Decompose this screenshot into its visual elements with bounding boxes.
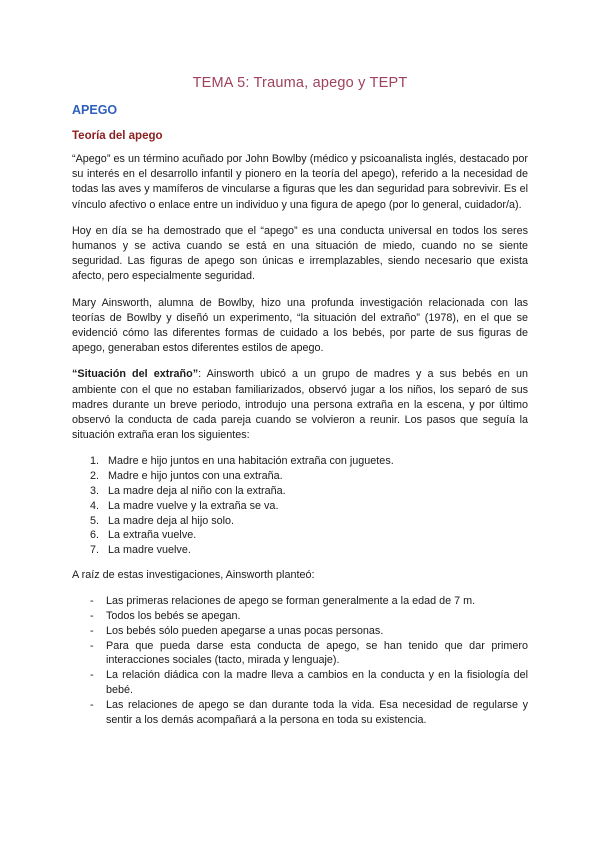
steps-list (72, 454, 528, 558)
step-item: 6. La extraña vuelve. (102, 528, 528, 543)
step-item: 5. La madre deja al hijo solo. (102, 514, 528, 529)
subsection-heading-teoria: Teoría del apego (72, 130, 163, 142)
step-item: 3. La madre deja al niño con la extraña. (102, 484, 528, 499)
step-item: 7. La madre vuelve. (102, 543, 528, 558)
situacion-extrano-text: : Ainsworth ubicó a un grupo de madres y a sus bebés en un ambiente con el que no estaban familiarizados, observó jugar a los niños, los separó de sus madres durante un breve periodo, introdujo una persona extraña en la escena, y por último observó la conducta de cada pareja cuando se volvieron a reunir. Los pasos que seguía la situación extraña eran los siguientes: (72, 368, 528, 442)
paragraph-situacion-extrano (72, 367, 528, 443)
paragraph-apego-universal: Hoy en día se ha demostrado que el “apego” es una conducta universal en todos los seres humanos y se activa cuando se está en una situación de miedo, cuando no se siente seguridad. Las figuras de apego son únicas e irremplazables, siendo necesario que exista afecto, pero especialmente seguridad. (72, 224, 528, 283)
conclusion-item (72, 668, 528, 698)
conclusion-item (72, 624, 528, 639)
paragraph-ainsworth: Mary Ainsworth, alumna de Bowlby, hizo una profunda investigación relacionada con las teorías de Bowlby y diseñó un experimento, “la situación del extraño” (1978), en el que se evidenció cómo las diferentes formas de cuidado a los bebés, por parte de sus figuras de apego, generaban estos diferentes estilos de apego. (72, 296, 528, 355)
conclusion-text: Las relaciones de apego se dan durante toda la vida. Esa necesidad de regularse y sentir a los demás acompañará a la persona en toda su existencia. (106, 698, 528, 726)
conclusion-text: Todos los bebés se apegan. (106, 610, 241, 623)
document-title: TEMA 5: Trauma, apego y TEPT (192, 75, 408, 91)
conclusion-text: Para que pueda darse esta conducta de apego, se han tenido que dar primero interacciones sociales (tacto, mirada y lenguaje). (106, 639, 528, 667)
conclusion-item (72, 609, 528, 624)
conclusion-text: Las primeras relaciones de apego se forman generalmente a la edad de 7 m. (106, 595, 476, 608)
dash-bullet: - (90, 698, 94, 711)
step-item: 1. Madre e hijo juntos en una habitación extraña con juguetes. (102, 454, 528, 469)
conclusion-item (72, 594, 528, 609)
paragraph-conclusions-intro: A raíz de estas investigaciones, Ainsworth planteó: (72, 569, 315, 582)
dash-bullet: - (90, 624, 94, 637)
dash-bullet: - (90, 610, 94, 623)
dash-bullet: - (90, 639, 94, 652)
section-heading-apego: APEGO (72, 103, 118, 117)
step-item: 2. Madre e hijo juntos con una extraña. (102, 469, 528, 484)
document-page (72, 0, 528, 848)
step-item: 4. La madre vuelve y la extraña se va. (102, 499, 528, 514)
dash-bullet: - (90, 595, 94, 608)
conclusion-text: Los bebés sólo pueden apegarse a unas pocas personas. (106, 624, 384, 637)
paragraph-apego-definition: “Apego” es un término acuñado por John Bowlby (médico y psicoanalista inglés, destacado por su interés en el desarrollo infantil y pionero en la teoría del apego), referido a la necesidad de todas las aves y mamíferos de vincularse a figuras que les dan seguridad para sobrevivir. Es el vínculo afectivo o enlace entre un individuo y una figura de apego (por lo general, cuidador/a). (72, 153, 528, 211)
document-body (72, 152, 528, 727)
conclusion-item (72, 639, 528, 669)
conclusion-text: La relación diádica con la madre lleva a cambios en la conducta y en la fisiología del bebé. (106, 669, 528, 697)
conclusion-item (72, 698, 528, 728)
conclusions-list (72, 594, 528, 727)
dash-bullet: - (90, 669, 94, 682)
situacion-extrano-lead: “Situación del extraño” (72, 368, 199, 381)
